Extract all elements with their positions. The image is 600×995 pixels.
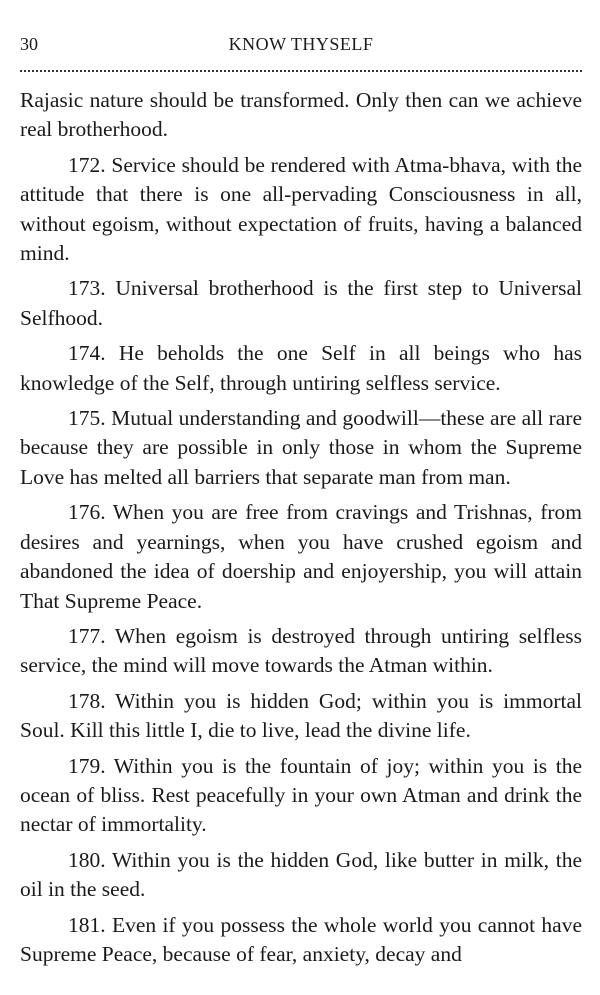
running-title: KNOW THYSELF xyxy=(228,34,374,54)
paragraph-181: 181. Even if you possess the whole world you cannot have Supreme Peace, because of fear, anxiety, decay and xyxy=(20,912,582,966)
paragraph-173: 173. Universal brotherhood is the first step to Universal Selfhood. xyxy=(20,276,582,330)
page-header xyxy=(20,28,582,58)
paragraph-178: 178. Within you is hidden God; within you is immortal Soul. Kill this little I, die to live, lead the divine life. xyxy=(20,688,582,743)
book-page xyxy=(20,28,582,975)
paragraph-172: 172. Service should be rendered with Atma-bhava, with the attitude that there is one all-pervading Consciousness in all, without egoism, without expectation of fruits, having a balanced mind. xyxy=(20,152,582,266)
paragraph-175: 175. Mutual understanding and goodwill—these are all rare because they are possible in only those in whom the Supreme Love has melted all barriers that separate man from man. xyxy=(20,406,582,489)
paragraph-174: 174. He beholds the one Self in all beings who has knowledge of the Self, through untiring selfless service. xyxy=(20,341,582,395)
paragraph-179: 179. Within you is the fountain of joy; within you is the ocean of bliss. Rest peacefully in your own Atman and drink the nectar of immortality. xyxy=(20,753,582,837)
paragraph-continued: Rajasic nature should be transformed. Only then can we achieve real brotherhood. xyxy=(20,88,582,142)
paragraph-177: 177. When egoism is destroyed through untiring selfless service, the mind will move towards the Atman within. xyxy=(20,623,582,678)
paragraph-176: 176. When you are free from cravings and Trishnas, from desires and yearnings, when you have crushed egoism and abandoned the idea of doership and enjoyership, you will attain That Supreme Peace. xyxy=(20,500,582,613)
paragraph-180: 180. Within you is the hidden God, like butter in milk, the oil in the seed. xyxy=(20,847,582,902)
page-number: 30 xyxy=(20,34,38,54)
header-dotted-rule xyxy=(20,70,582,72)
body-text xyxy=(20,86,582,969)
